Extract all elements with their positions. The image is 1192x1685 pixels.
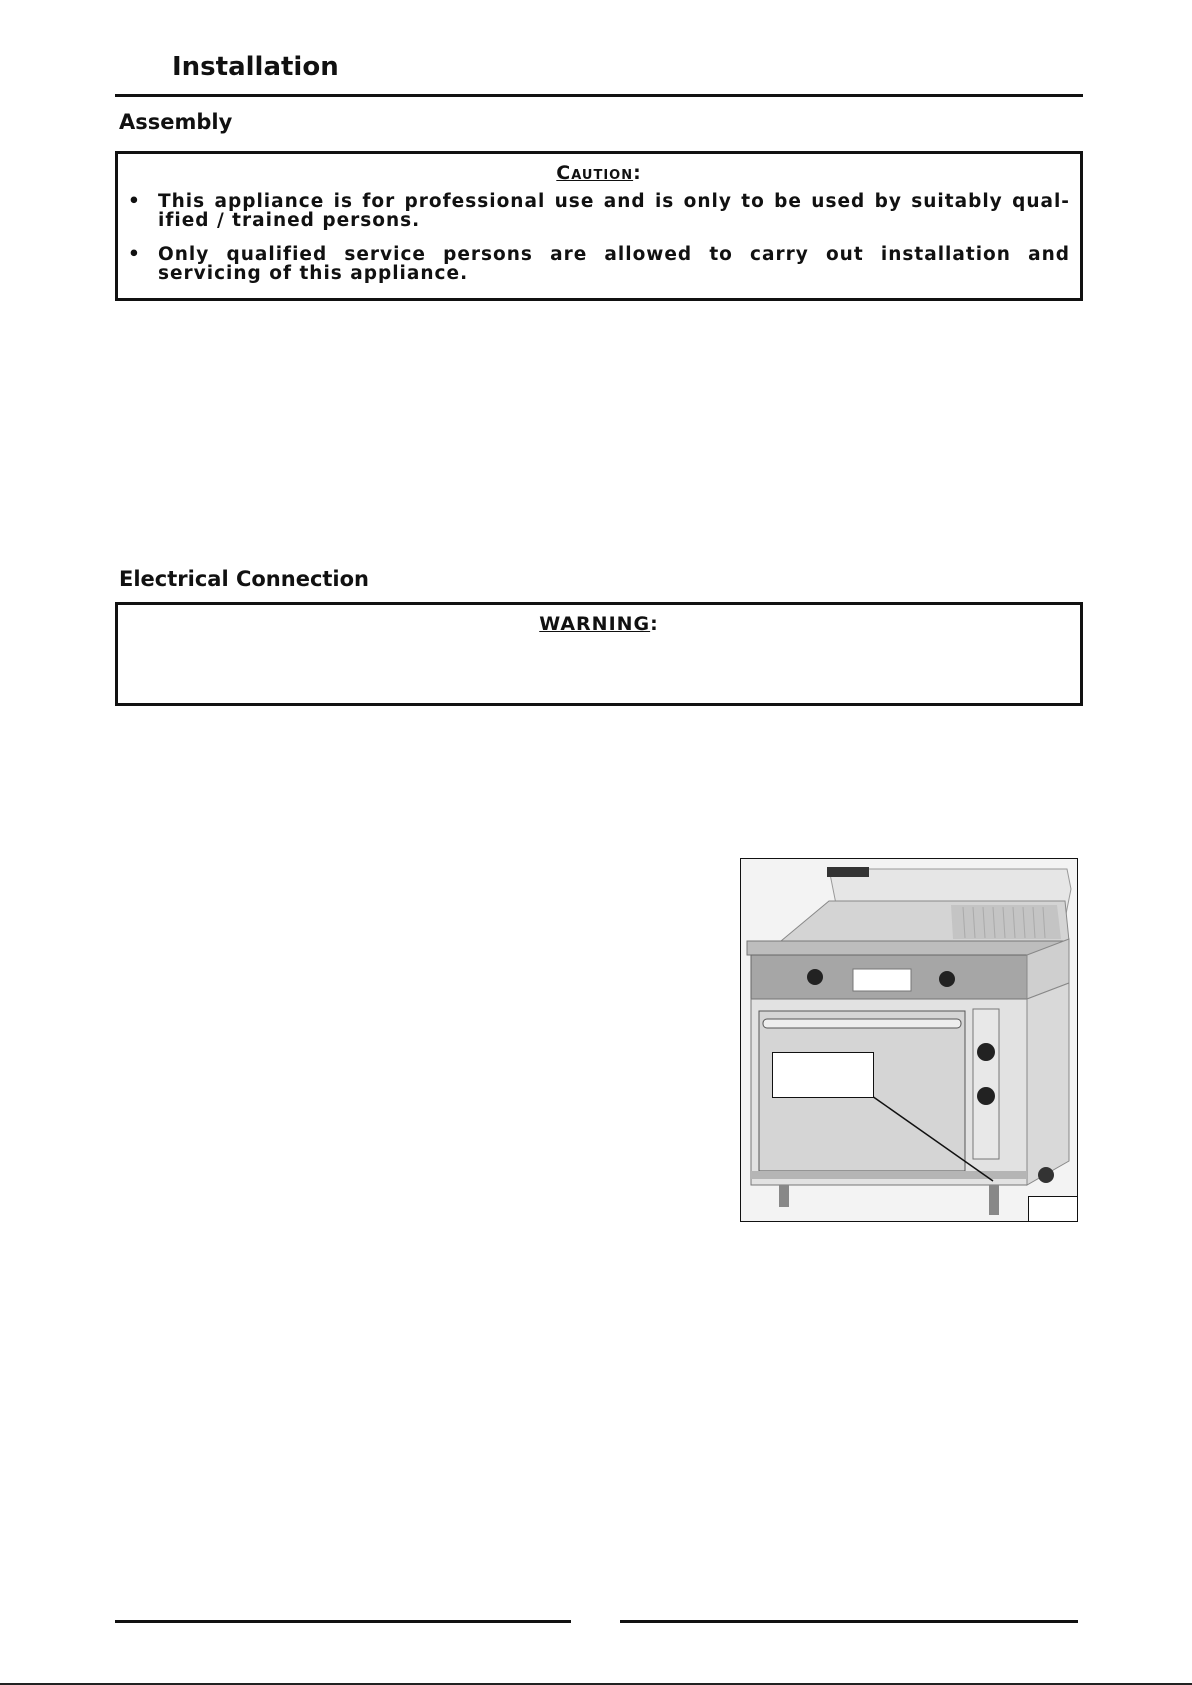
appliance-figure: [740, 858, 1078, 1222]
assembly-heading: Assembly: [119, 110, 233, 134]
figure-number-box: [1028, 1196, 1078, 1222]
footer-rule-right: [620, 1620, 1078, 1623]
caution-label: Caution: [556, 162, 634, 184]
callout-label-box: [772, 1052, 874, 1098]
griddle-range-illustration: [741, 859, 1077, 1221]
page-title: Installation: [172, 52, 339, 82]
caution-title: Caution:: [556, 162, 642, 184]
bullet-icon: •: [128, 244, 141, 265]
caution-bullet-1: • This appliance is for professional use and is only to be used by suitably qual-ified / trained persons.: [128, 191, 1070, 231]
footer-rule-left: [115, 1620, 571, 1623]
warning-box: [115, 602, 1083, 706]
caution-list: [118, 192, 1080, 283]
caution-box: [115, 151, 1083, 301]
header-rule: [115, 94, 1083, 97]
bullet-icon: •: [128, 191, 141, 212]
electrical-heading: Electrical Connection: [119, 567, 370, 591]
warning-label: WARNING: [539, 613, 651, 635]
warning-title: WARNING:: [539, 613, 659, 635]
caution-bullet-2: • Only qualified service persons are allowed to carry out installation and servicing of this appliance.: [128, 244, 1070, 284]
